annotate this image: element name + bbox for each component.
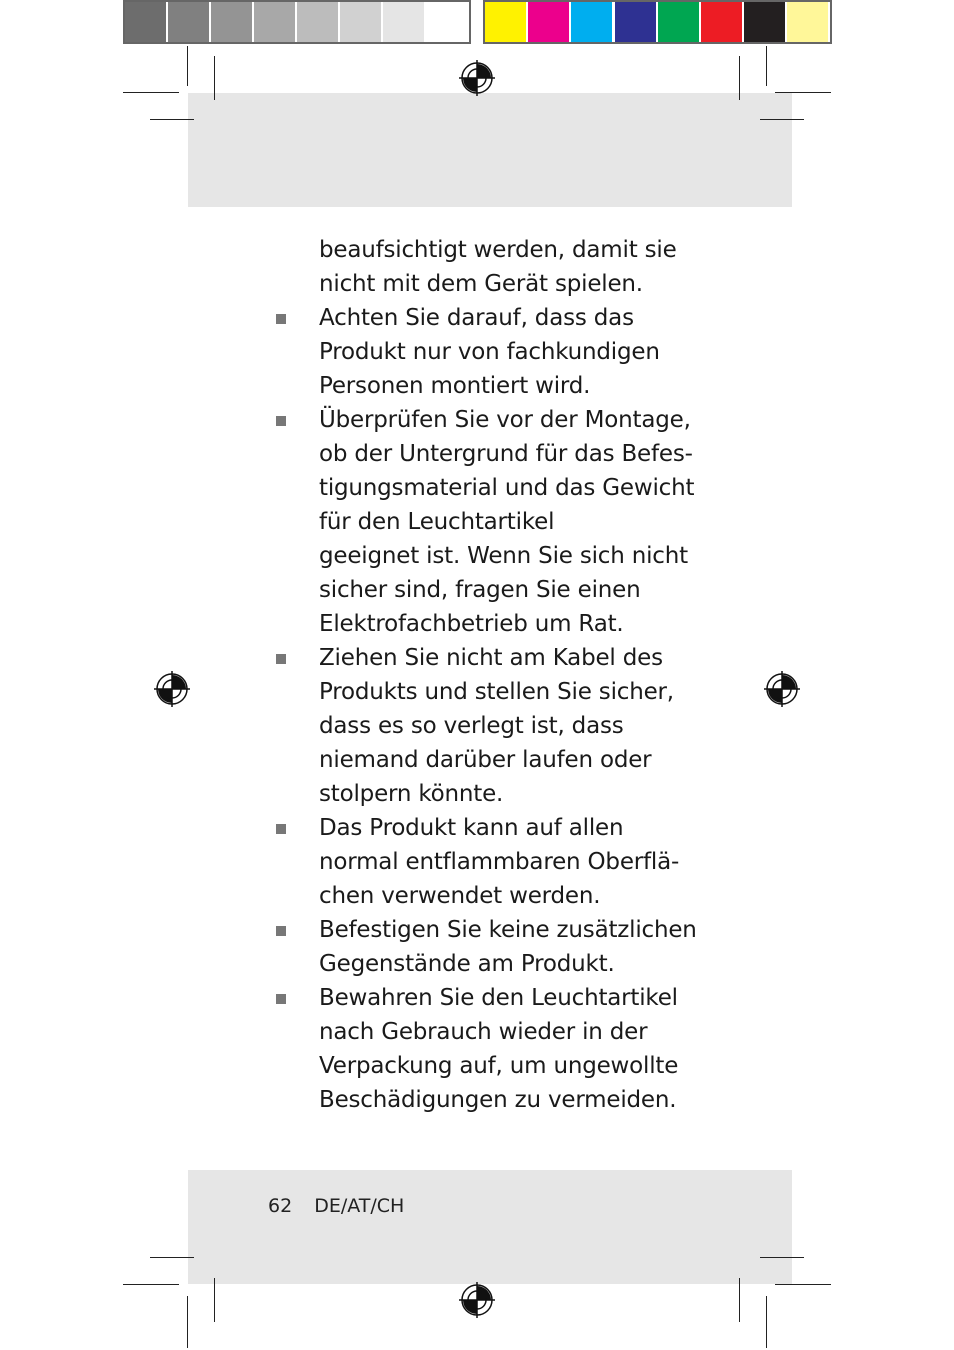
text-line bbox=[270, 777, 690, 811]
text-line bbox=[270, 641, 690, 675]
color-swatch bbox=[787, 2, 828, 42]
text-line bbox=[270, 403, 690, 437]
bullet-text: Das Produkt kann auf allen bbox=[319, 815, 624, 841]
registration-mark-icon bbox=[764, 671, 800, 707]
bullet-text: niemand darüber laufen oder bbox=[319, 747, 652, 773]
bullet-text: Ziehen Sie nicht am Kabel des bbox=[319, 645, 663, 671]
text-line bbox=[270, 709, 690, 743]
text-line bbox=[270, 845, 690, 879]
bullet-text: chen verwendet werden. bbox=[319, 883, 601, 909]
bullet-text: Beschädigungen zu vermeiden. bbox=[319, 1087, 677, 1113]
crop-mark bbox=[766, 46, 767, 86]
text-line bbox=[270, 811, 690, 845]
text-line bbox=[270, 607, 690, 641]
gray-swatch bbox=[125, 2, 166, 42]
bullet-item bbox=[270, 913, 697, 981]
registration-mark-icon bbox=[459, 60, 495, 96]
crop-mark bbox=[123, 92, 179, 93]
registration-mark-icon bbox=[154, 671, 190, 707]
text-line bbox=[270, 981, 690, 1015]
square-bullet-icon bbox=[276, 654, 286, 664]
crop-mark bbox=[214, 1278, 215, 1322]
bullet-item bbox=[270, 301, 690, 403]
crop-mark bbox=[775, 1284, 831, 1285]
color-scale-bar bbox=[483, 0, 832, 44]
locale-label: DE/AT/CH bbox=[314, 1195, 405, 1217]
bullet-text: nach Gebrauch wieder in der bbox=[319, 1019, 648, 1045]
text-line bbox=[270, 1083, 690, 1117]
text-line bbox=[270, 1015, 690, 1049]
bullet-text: geeignet ist. Wenn Sie sich nicht bbox=[319, 543, 688, 569]
square-bullet-icon bbox=[276, 314, 286, 324]
gray-swatch bbox=[340, 2, 381, 42]
text-line bbox=[270, 913, 697, 947]
bullet-text: ob der Untergrund für das Befes- bbox=[319, 441, 693, 467]
crop-mark bbox=[123, 1284, 179, 1285]
gray-swatch bbox=[383, 2, 424, 42]
text-line bbox=[270, 437, 693, 471]
color-swatch bbox=[658, 2, 699, 42]
bullet-text: Produkt nur von fachkundigen bbox=[319, 339, 660, 365]
bullet-item bbox=[270, 811, 690, 913]
text-line bbox=[270, 1049, 690, 1083]
text-line: beaufsichtigt werden, damit sie bbox=[319, 237, 677, 263]
bullet-text: sicher sind, fragen Sie einen bbox=[319, 577, 641, 603]
square-bullet-icon bbox=[276, 824, 286, 834]
bullet-text: Bewahren Sie den Leuchtartikel bbox=[319, 985, 678, 1011]
color-swatch bbox=[744, 2, 785, 42]
page-number: 62 bbox=[268, 1195, 293, 1217]
text-line bbox=[270, 369, 690, 403]
gray-swatch bbox=[426, 2, 467, 42]
square-bullet-icon bbox=[276, 994, 286, 1004]
square-bullet-icon bbox=[276, 416, 286, 426]
text-line bbox=[270, 947, 690, 981]
bullet-text: Verpackung auf, um ungewollte bbox=[319, 1053, 679, 1079]
bullet-text: Elektrofachbetrieb um Rat. bbox=[319, 611, 624, 637]
page-footer bbox=[268, 1194, 426, 1218]
bullet-text: tigungsmaterial und das Gewicht bbox=[319, 475, 695, 501]
text-line bbox=[270, 471, 695, 505]
text-line bbox=[270, 879, 690, 913]
bullet-text: für den Leuchtartikel bbox=[319, 509, 555, 535]
text-line bbox=[270, 573, 690, 607]
gray-swatch bbox=[168, 2, 209, 42]
crop-mark bbox=[766, 1296, 767, 1348]
bullet-item bbox=[270, 403, 695, 641]
bullet-text: Personen montiert wird. bbox=[319, 373, 591, 399]
text-line bbox=[270, 301, 690, 335]
crop-mark bbox=[187, 46, 188, 86]
crop-mark bbox=[187, 1296, 188, 1348]
color-swatch bbox=[485, 2, 526, 42]
crop-mark bbox=[214, 56, 215, 100]
bullet-item bbox=[270, 981, 690, 1117]
gray-swatch bbox=[211, 2, 252, 42]
color-swatch bbox=[615, 2, 656, 42]
bullet-text: stolpern könnte. bbox=[319, 781, 504, 807]
bullet-text: Befestigen Sie keine zusätzlichen bbox=[319, 917, 697, 943]
bullet-text: Achten Sie darauf, dass das bbox=[319, 305, 634, 331]
gray-swatch bbox=[254, 2, 295, 42]
bullet-item bbox=[270, 641, 690, 811]
crop-mark bbox=[739, 56, 740, 100]
crop-mark bbox=[150, 1257, 194, 1258]
crop-mark bbox=[760, 119, 804, 120]
color-swatch bbox=[701, 2, 742, 42]
registration-mark-icon bbox=[459, 1282, 495, 1318]
bullet-text: Überprüfen Sie vor der Montage, bbox=[319, 407, 691, 433]
text-line bbox=[270, 539, 690, 573]
bullet-text: Produkts und stellen Sie sicher, bbox=[319, 679, 674, 705]
text-line: nicht mit dem Gerät spielen. bbox=[319, 271, 643, 297]
gray-swatch bbox=[297, 2, 338, 42]
crop-mark bbox=[775, 92, 831, 93]
gray-scale-bar bbox=[123, 0, 471, 44]
text-line bbox=[270, 675, 690, 709]
square-bullet-icon bbox=[276, 926, 286, 936]
header-panel bbox=[188, 93, 792, 207]
crop-mark bbox=[760, 1257, 804, 1258]
footer-panel bbox=[188, 1170, 792, 1284]
text-line bbox=[270, 335, 690, 369]
bullet-text: dass es so verlegt ist, dass bbox=[319, 713, 624, 739]
text-line bbox=[270, 505, 690, 539]
bullet-text: normal entflammbaren Oberflä- bbox=[319, 849, 680, 875]
crop-mark bbox=[739, 1278, 740, 1322]
color-swatch bbox=[571, 2, 612, 42]
text-line bbox=[270, 743, 690, 777]
bullet-text: Gegenstände am Produkt. bbox=[319, 951, 615, 977]
crop-mark bbox=[150, 119, 194, 120]
color-swatch bbox=[528, 2, 569, 42]
safety-instructions bbox=[270, 233, 697, 1117]
